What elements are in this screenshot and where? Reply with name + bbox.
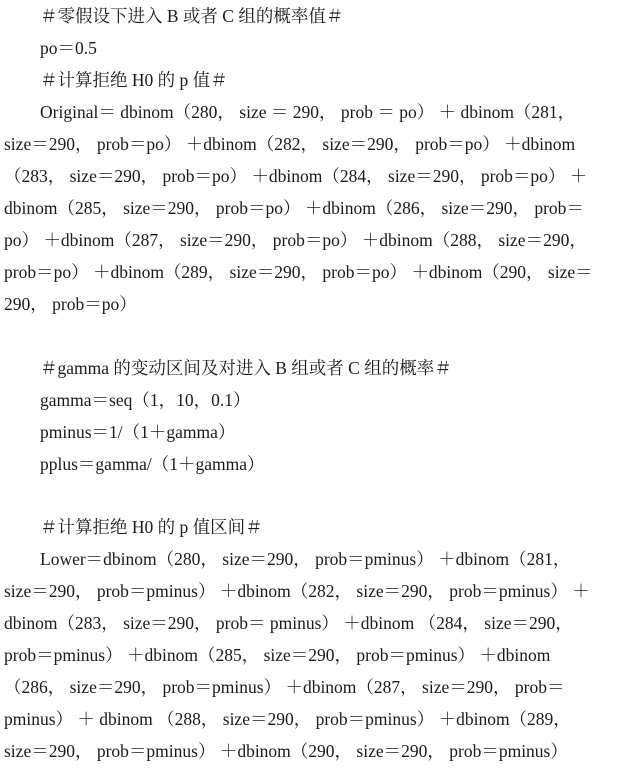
code-line-original-cont: 290， prob＝po） bbox=[4, 294, 137, 314]
code-line-original-cont: prob＝po） ＋dbinom（289， size＝290， prob＝po） ＋dbinom（290， size＝ bbox=[4, 262, 593, 282]
code-line-original-cont: dbinom（285， size＝290， prob＝po） ＋dbinom（286， size＝290， prob＝ bbox=[4, 198, 584, 218]
comment-gamma-range: ＃gamma 的变动区间及对进入 B 组或者 C 组的概率＃ bbox=[40, 358, 452, 378]
code-line-po: po＝0.5 bbox=[40, 38, 97, 58]
code-line-lower-cont: dbinom（283， size＝290， prob＝ pminus） ＋dbinom （284， size＝290， bbox=[4, 613, 573, 633]
code-line-original-cont: size＝290， prob＝po） ＋dbinom（282， size＝290， prob＝po） ＋dbinom bbox=[4, 134, 576, 154]
code-line-lower: Lower＝dbinom（280， size＝290， prob＝pminus） ＋dbinom（281， bbox=[40, 549, 571, 569]
code-line-lower-cont: pminus） ＋ dbinom （288， size＝290， prob＝pminus） ＋dbinom（289， bbox=[4, 709, 571, 729]
code-line-pplus: pplus＝gamma/（1＋gamma） bbox=[40, 454, 265, 474]
code-line-lower-cont: （286， size＝290， prob＝pminus） ＋dbinom（287， size＝290， prob＝ bbox=[4, 677, 565, 697]
code-line-original: Original＝ dbinom（280， size ＝ 290， prob ＝ po） ＋ dbinom（281， bbox=[40, 102, 576, 122]
code-line-pminus: pminus＝1/（1＋gamma） bbox=[40, 422, 236, 442]
code-line-lower-cont: size＝290， prob＝pminus） ＋dbinom（290， size＝290， prob＝pminus） bbox=[4, 741, 568, 761]
code-line-original-cont: po） ＋dbinom（287， size＝290， prob＝po） ＋dbinom（288， size＝290， bbox=[4, 230, 587, 250]
comment-p-value-range: ＃计算拒绝 H0 的 p 值区间＃ bbox=[40, 517, 263, 537]
code-line-lower-cont: prob＝pminus） ＋dbinom（285， size＝290， prob＝pminus） ＋dbinom bbox=[4, 645, 551, 665]
code-line-lower-cont: size＝290， prob＝pminus） ＋dbinom（282， size＝290， prob＝pminus） ＋ bbox=[4, 581, 590, 601]
comment-null-hypothesis: ＃零假设下进入 B 或者 C 组的概率值＃ bbox=[40, 6, 344, 26]
comment-p-value: ＃计算拒绝 H0 的 p 值＃ bbox=[40, 70, 228, 90]
code-line-gamma: gamma＝seq（1，10，0.1） bbox=[40, 390, 251, 410]
code-line-original-cont: （283， size＝290， prob＝po） ＋dbinom（284， size＝290， prob＝po） ＋ bbox=[4, 166, 588, 186]
